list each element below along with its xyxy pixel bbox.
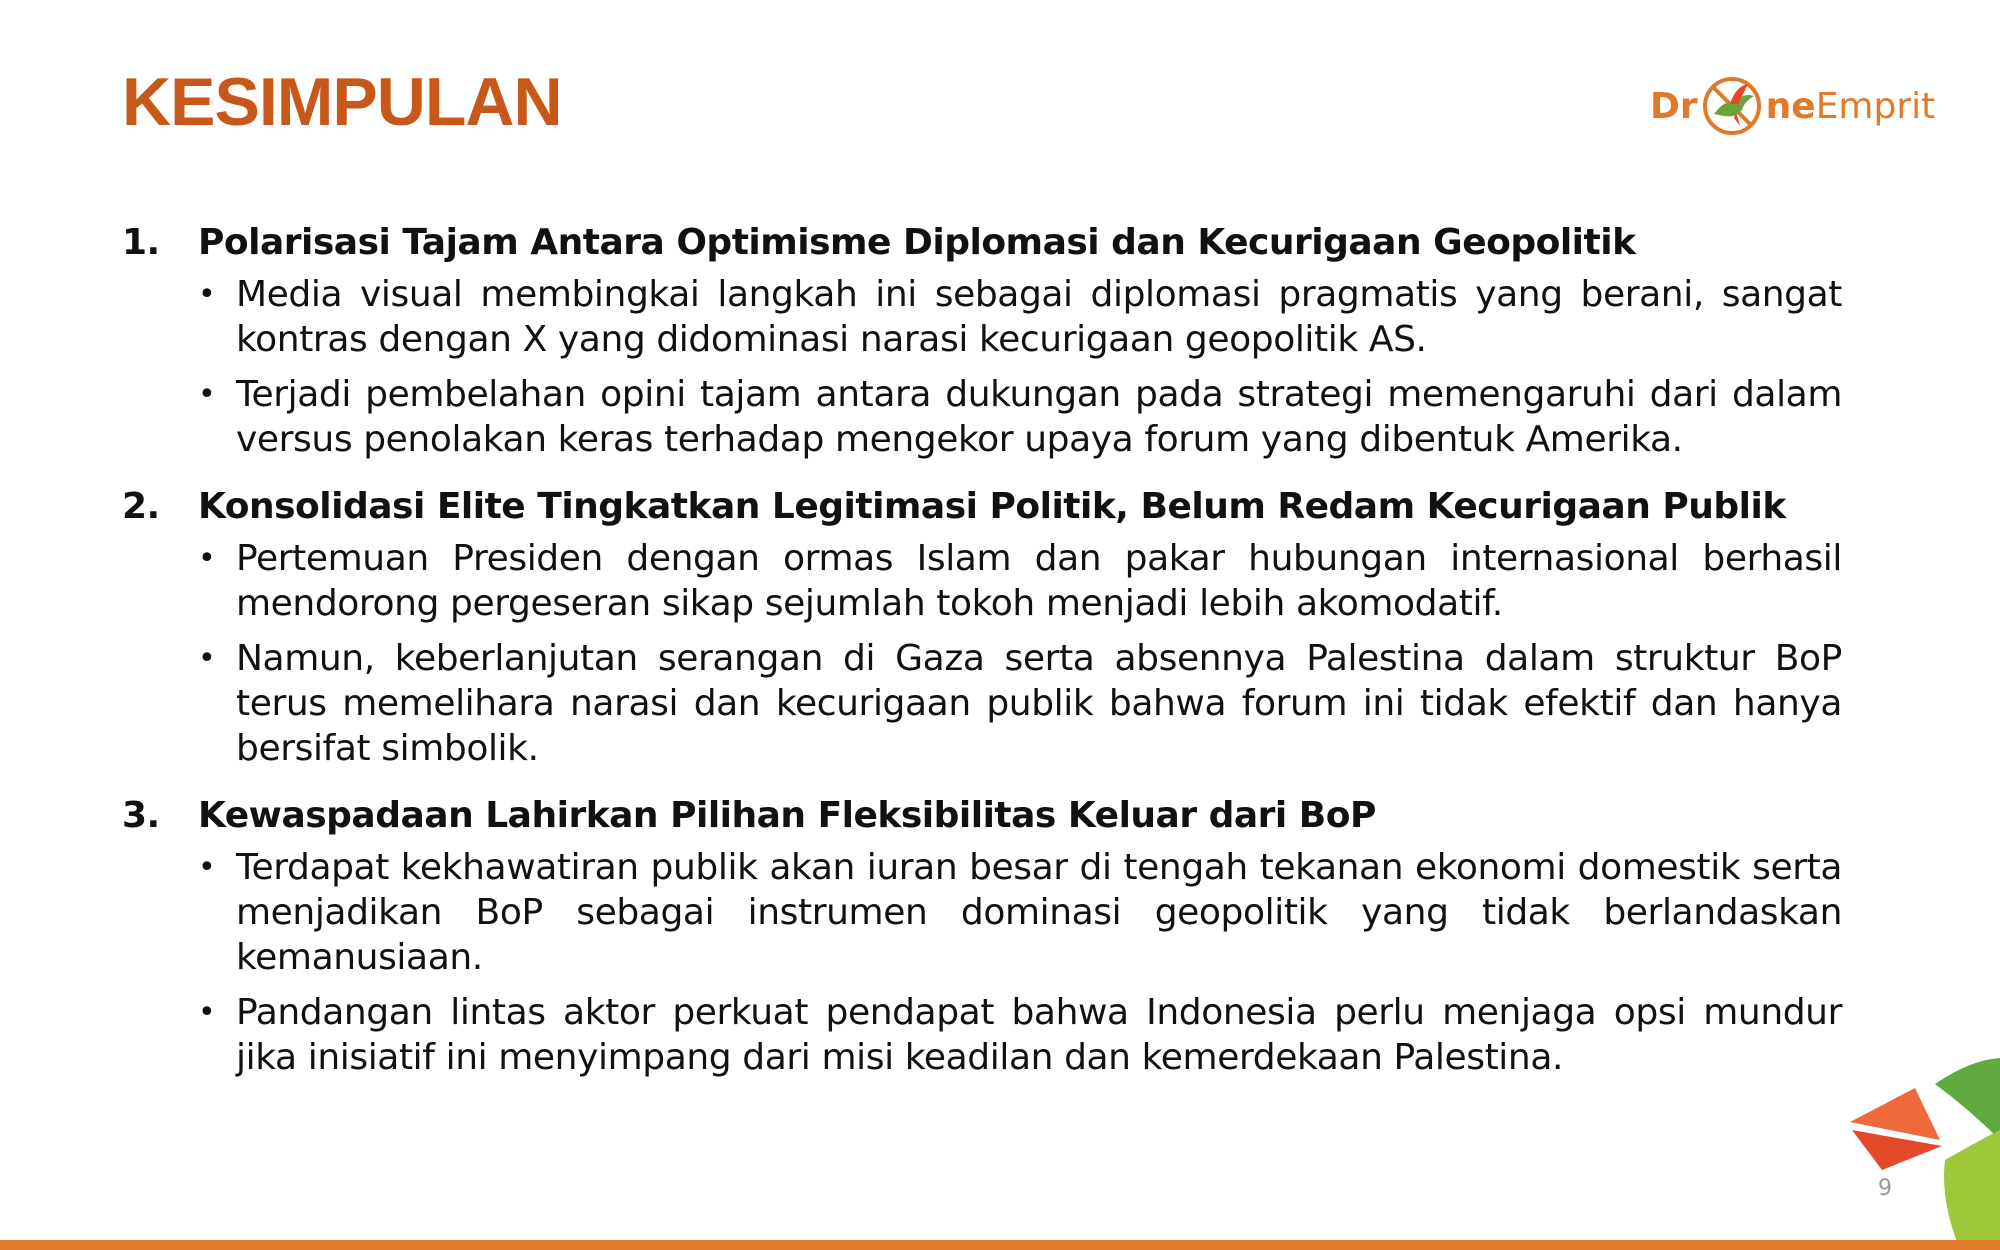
bullet-dot: • — [198, 277, 216, 312]
bullet-item — [198, 372, 1842, 462]
item-heading: Polarisasi Tajam Antara Optimisme Diplomasi dan Kecurigaan Geopolitik — [198, 222, 1636, 263]
conclusion-item-1 — [122, 214, 1842, 462]
bullet-text: Namun, keberlanjutan serangan di Gaza serta absennya Palestina dalam struktur BoP terus memelihara narasi dan kecurigaan publik bahwa forum ini tidak efektif dan hanya bersifat simbolik. — [236, 638, 1842, 769]
bullet-item — [198, 636, 1842, 771]
bullet-list — [122, 536, 1842, 771]
bullet-dot: • — [198, 377, 216, 412]
bullet-text: Terjadi pembelahan opini tajam antara dukungan pada strategi memengaruhi dari dalam versus penolakan keras terhadap mengekor upaya forum yang dibentuk Amerika. — [236, 374, 1842, 460]
item-heading: Konsolidasi Elite Tingkatkan Legitimasi Politik, Belum Redam Kecurigaan Publik — [198, 486, 1786, 527]
bullet-dot: • — [198, 850, 216, 885]
conclusion-item-3 — [122, 787, 1842, 1080]
bullet-text: Media visual membingkai langkah ini sebagai diplomasi pragmatis yang berani, sangat kontras dengan X yang didominasi narasi kecurigaan geopolitik AS. — [236, 274, 1842, 360]
item-number: 2. — [122, 486, 160, 527]
bullet-text: Pandangan lintas aktor perkuat pendapat bahwa Indonesia perlu menjaga opsi mundur jika inisiatif ini menyimpang dari misi keadilan dan kemerdekaan Palestina. — [236, 992, 1842, 1078]
drone-emprit-logo — [1650, 70, 1935, 142]
bullet-dot: • — [198, 995, 216, 1030]
conclusion-item-2 — [122, 478, 1842, 771]
bullet-text: Terdapat kekhawatiran publik akan iuran besar di tengah tekanan ekonomi domestik serta menjadikan BoP sebagai instrumen dominasi geopolitik yang tidak berlandaskan kemanusiaan. — [236, 847, 1842, 978]
item-heading-row — [122, 214, 1842, 272]
item-number: 1. — [122, 222, 160, 263]
bullet-item — [198, 845, 1842, 980]
item-heading: Kewaspadaan Lahirkan Pilihan Fleksibilitas Keluar dari BoP — [198, 795, 1376, 836]
conclusion-list — [122, 214, 1842, 1096]
drone-bird-logo-icon — [1700, 74, 1764, 138]
decorative-leaf-shapes — [1840, 1050, 2000, 1250]
bullet-dot: • — [198, 541, 216, 576]
logo-text-part3: Emprit — [1815, 85, 1936, 127]
bullet-item — [198, 272, 1842, 362]
item-heading-row — [122, 478, 1842, 536]
bullet-text: Pertemuan Presiden dengan ormas Islam dan pakar hubungan internasional berhasil mendorong pergeseran sikap sejumlah tokoh menjadi lebih akomodatif. — [236, 538, 1842, 624]
bottom-accent-bar — [0, 1240, 2000, 1250]
bullet-list — [122, 845, 1842, 1080]
item-heading-row — [122, 787, 1842, 845]
bullet-item — [198, 990, 1842, 1080]
page-number: 9 — [1878, 1176, 1892, 1201]
bullet-item — [198, 536, 1842, 626]
bullet-list — [122, 272, 1842, 462]
item-number: 3. — [122, 795, 160, 836]
slide-title: KESIMPULAN — [122, 64, 562, 140]
logo-text-part2: ne — [1765, 85, 1816, 127]
bullet-dot: • — [198, 641, 216, 676]
logo-text-part1: Dr — [1650, 85, 1698, 127]
